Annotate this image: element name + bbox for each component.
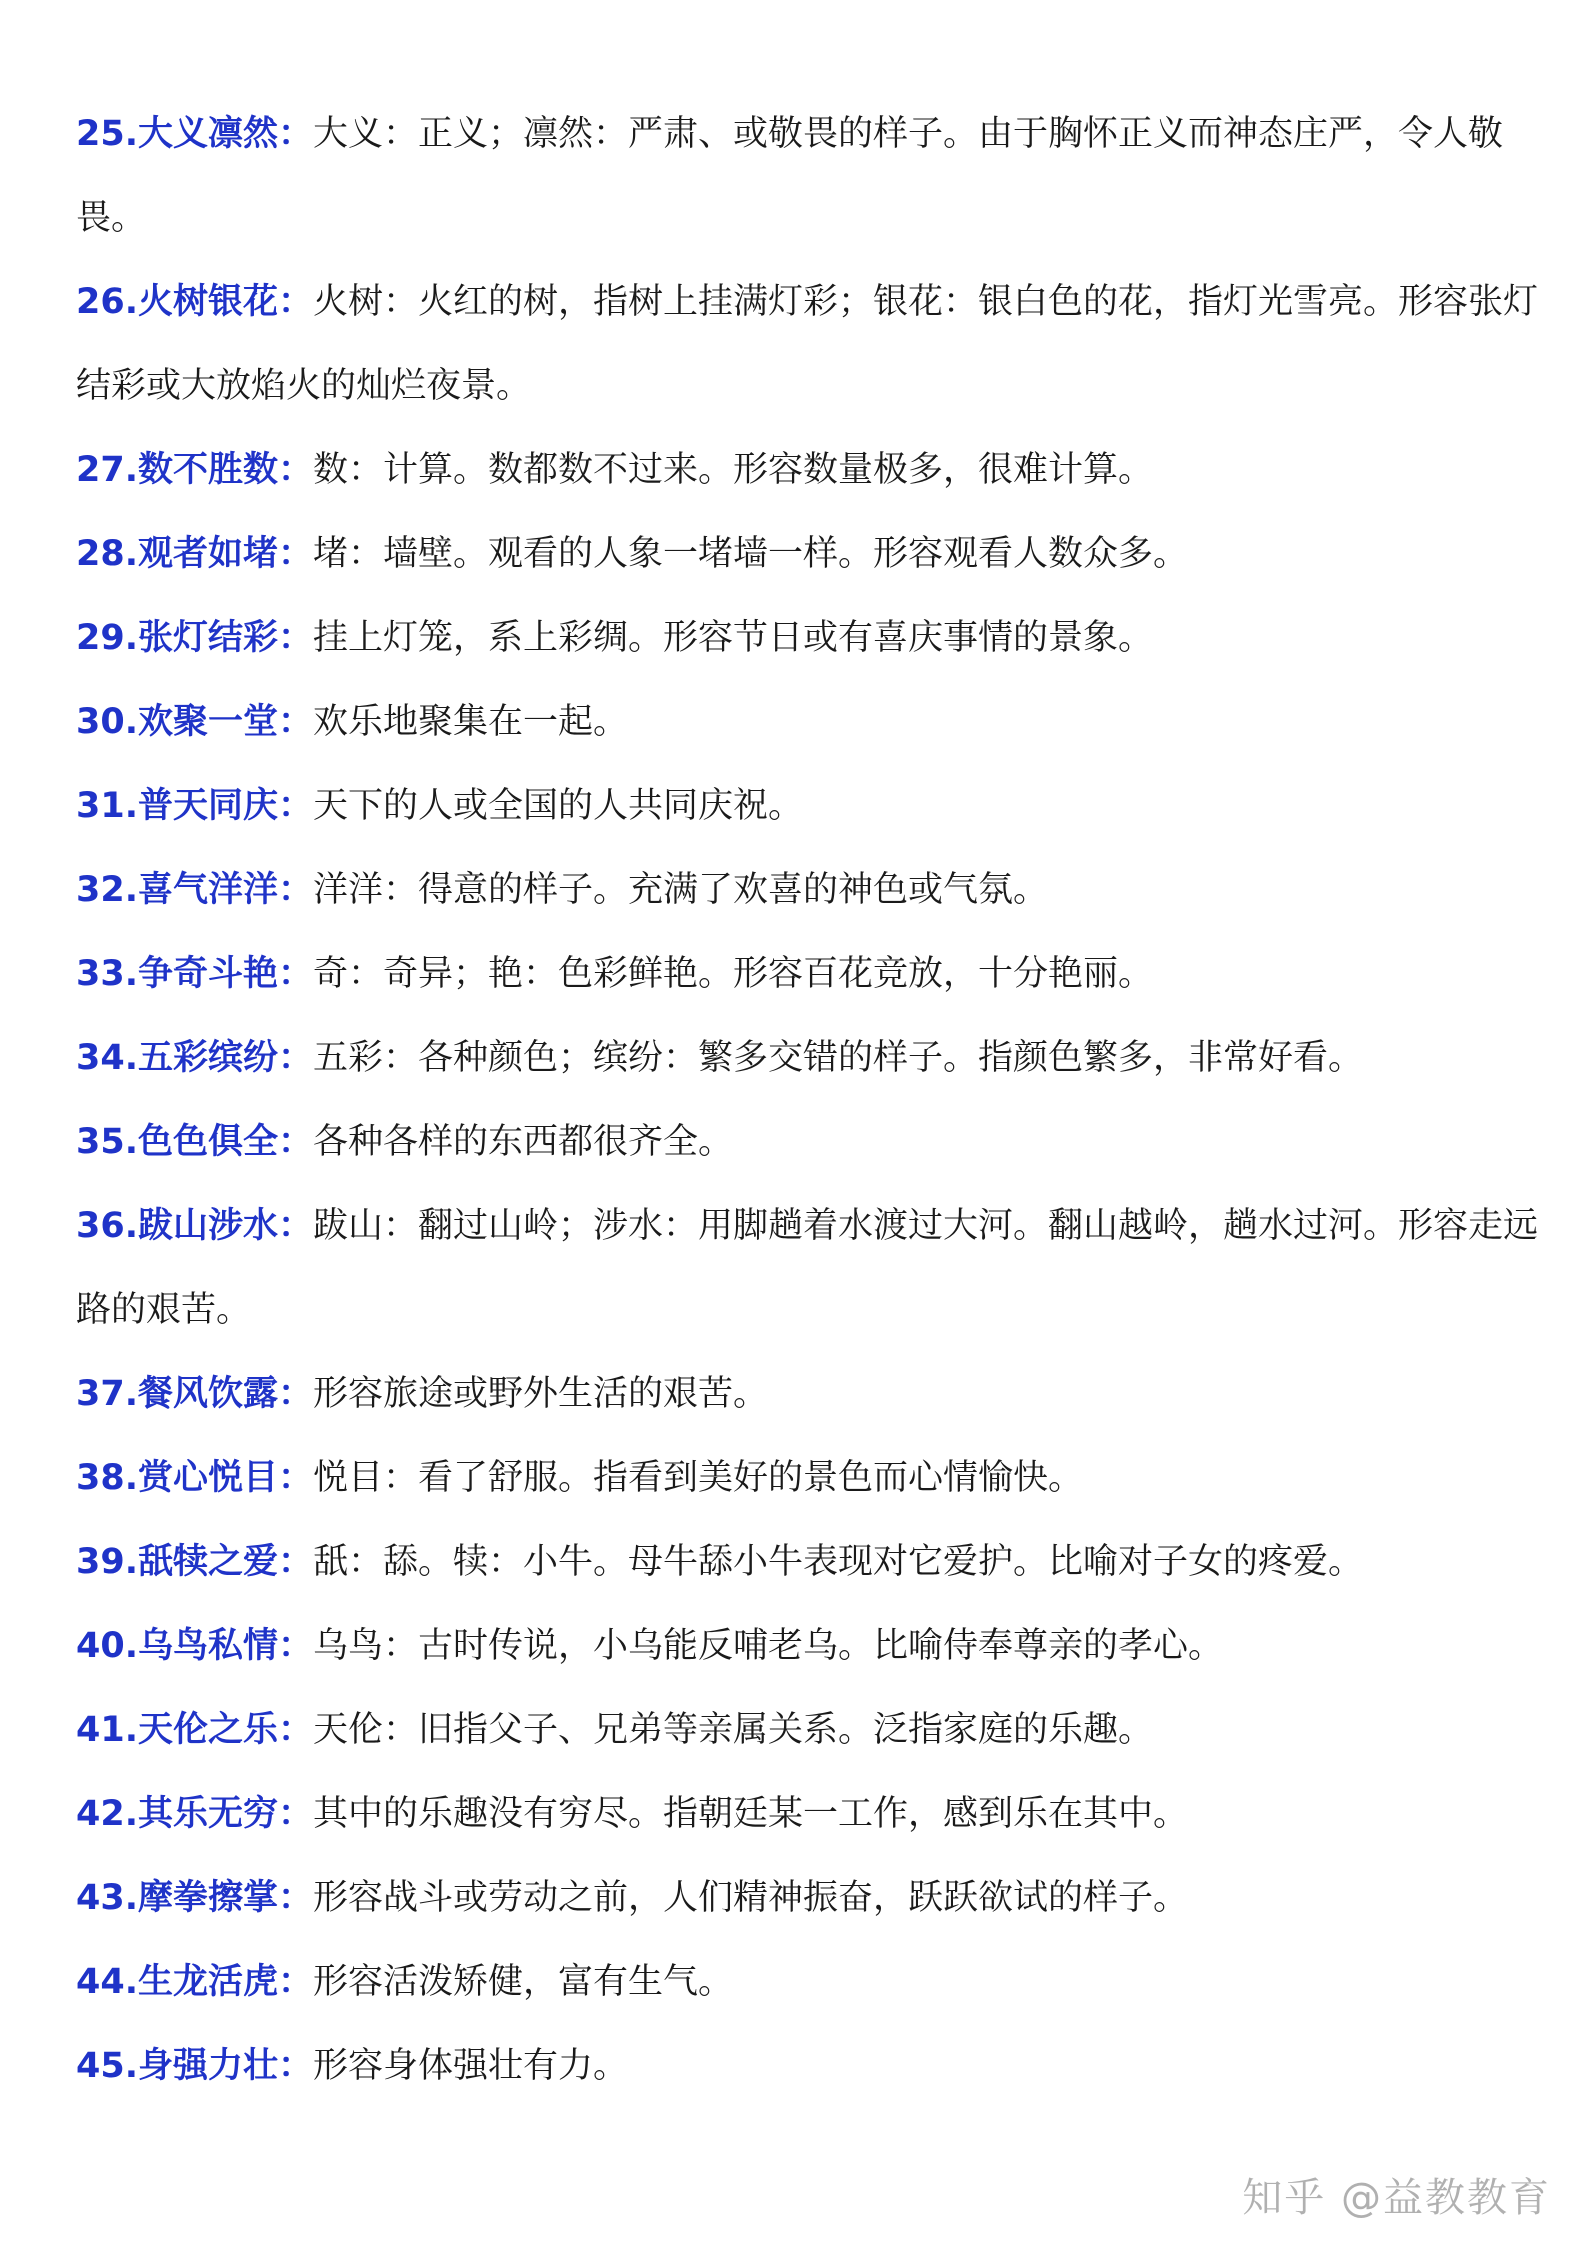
idiom-term: 44.生龙活虎： xyxy=(76,1962,314,2002)
idiom-entry-37 xyxy=(76,1352,1546,1436)
idiom-term: 35.色色俱全： xyxy=(76,1122,314,1162)
idiom-entry-40 xyxy=(76,1604,1546,1688)
idiom-definition: 形容旅途或野外生活的艰苦。 xyxy=(313,1374,769,1414)
idiom-definition: 欢乐地聚集在一起。 xyxy=(313,702,629,742)
idiom-entry-43 xyxy=(76,1856,1546,1940)
idiom-entry-39 xyxy=(76,1520,1546,1604)
idiom-term: 42.其乐无穷： xyxy=(76,1794,314,1834)
idiom-term: 30.欢聚一堂： xyxy=(76,702,314,742)
idiom-definition: 五彩：各种颜色；缤纷：繁多交错的样子。指颜色繁多，非常好看。 xyxy=(313,1038,1364,1078)
idiom-entry-44 xyxy=(76,1940,1546,2024)
idiom-definition: 形容战斗或劳动之前，人们精神振奋，跃跃欲试的样子。 xyxy=(313,1878,1189,1918)
idiom-entry-33 xyxy=(76,932,1546,1016)
idiom-entry-32 xyxy=(76,848,1546,932)
idiom-entry-42 xyxy=(76,1772,1546,1856)
idiom-term: 40.乌鸟私情： xyxy=(76,1626,314,1666)
idiom-entry-36 xyxy=(76,1184,1546,1352)
idiom-term: 36.跋山涉水： xyxy=(76,1206,314,1246)
idiom-entry-25 xyxy=(76,92,1546,260)
idiom-term: 41.天伦之乐： xyxy=(76,1710,314,1750)
idiom-definition: 形容活泼矫健，富有生气。 xyxy=(313,1962,734,2002)
idiom-entry-26 xyxy=(76,260,1546,428)
idiom-definition: 天伦：旧指父子、兄弟等亲属关系。泛指家庭的乐趣。 xyxy=(313,1710,1154,1750)
idiom-definition: 数：计算。数都数不过来。形容数量极多，很难计算。 xyxy=(313,450,1154,490)
idiom-entry-38 xyxy=(76,1436,1546,1520)
idiom-term: 28.观者如堵： xyxy=(76,534,314,574)
idiom-definition: 天下的人或全国的人共同庆祝。 xyxy=(313,786,804,826)
idiom-term: 31.普天同庆： xyxy=(76,786,314,826)
idiom-definition: 奇：奇异；艳：色彩鲜艳。形容百花竞放，十分艳丽。 xyxy=(313,954,1154,994)
watermark: 知乎 @益教教育 xyxy=(1242,2175,1551,2221)
idiom-definition: 乌鸟：古时传说，小乌能反哺老乌。比喻侍奉尊亲的孝心。 xyxy=(313,1626,1224,1666)
idiom-definition: 洋洋：得意的样子。充满了欢喜的神色或气氛。 xyxy=(313,870,1049,910)
idiom-list xyxy=(76,92,1546,2108)
idiom-term: 25.大义凛然： xyxy=(76,114,314,154)
idiom-entry-31 xyxy=(76,764,1546,848)
idiom-term: 37.餐风饮露： xyxy=(76,1374,314,1414)
idiom-term: 34.五彩缤纷： xyxy=(76,1038,314,1078)
idiom-definition: 堵：墙壁。观看的人象一堵墙一样。形容观看人数众多。 xyxy=(313,534,1189,574)
idiom-definition: 大义：正义；凛然：严肃、或敬畏的样子。由于胸怀正义而神态庄严，令人敬畏。 xyxy=(76,114,1504,238)
idiom-definition: 悦目：看了舒服。指看到美好的景色而心情愉快。 xyxy=(313,1458,1084,1498)
idiom-term: 26.火树银花： xyxy=(76,282,314,322)
idiom-term: 33.争奇斗艳： xyxy=(76,954,314,994)
idiom-term: 39.舐犊之爱： xyxy=(76,1542,314,1582)
idiom-definition: 跋山：翻过山岭；涉水：用脚趟着水渡过大河。翻山越岭，趟水过河。形容走远路的艰苦。 xyxy=(76,1206,1539,1330)
idiom-definition: 舐：舔。犊：小牛。母牛舔小牛表现对它爱护。比喻对子女的疼爱。 xyxy=(313,1542,1364,1582)
idiom-entry-41 xyxy=(76,1688,1546,1772)
idiom-term: 43.摩拳擦掌： xyxy=(76,1878,314,1918)
idiom-definition: 其中的乐趣没有穷尽。指朝廷某一工作，感到乐在其中。 xyxy=(313,1794,1189,1834)
idiom-term: 27.数不胜数： xyxy=(76,450,314,490)
idiom-entry-35 xyxy=(76,1100,1546,1184)
idiom-entry-27 xyxy=(76,428,1546,512)
idiom-definition: 各种各样的东西都很齐全。 xyxy=(313,1122,734,1162)
idiom-term: 29.张灯结彩： xyxy=(76,618,314,658)
idiom-entry-45 xyxy=(76,2024,1546,2108)
idiom-entry-30 xyxy=(76,680,1546,764)
idiom-definition: 挂上灯笼，系上彩绸。形容节日或有喜庆事情的景象。 xyxy=(313,618,1154,658)
idiom-definition: 火树：火红的树，指树上挂满灯彩；银花：银白色的花，指灯光雪亮。形容张灯结彩或大放焰火的灿烂夜景。 xyxy=(76,282,1539,406)
idiom-entry-28 xyxy=(76,512,1546,596)
idiom-term: 38.赏心悦目： xyxy=(76,1458,314,1498)
idiom-definition: 形容身体强壮有力。 xyxy=(313,2046,629,2086)
idiom-entry-29 xyxy=(76,596,1546,680)
idiom-term: 45.身强力壮： xyxy=(76,2046,314,2086)
idiom-term: 32.喜气洋洋： xyxy=(76,870,314,910)
idiom-entry-34 xyxy=(76,1016,1546,1100)
